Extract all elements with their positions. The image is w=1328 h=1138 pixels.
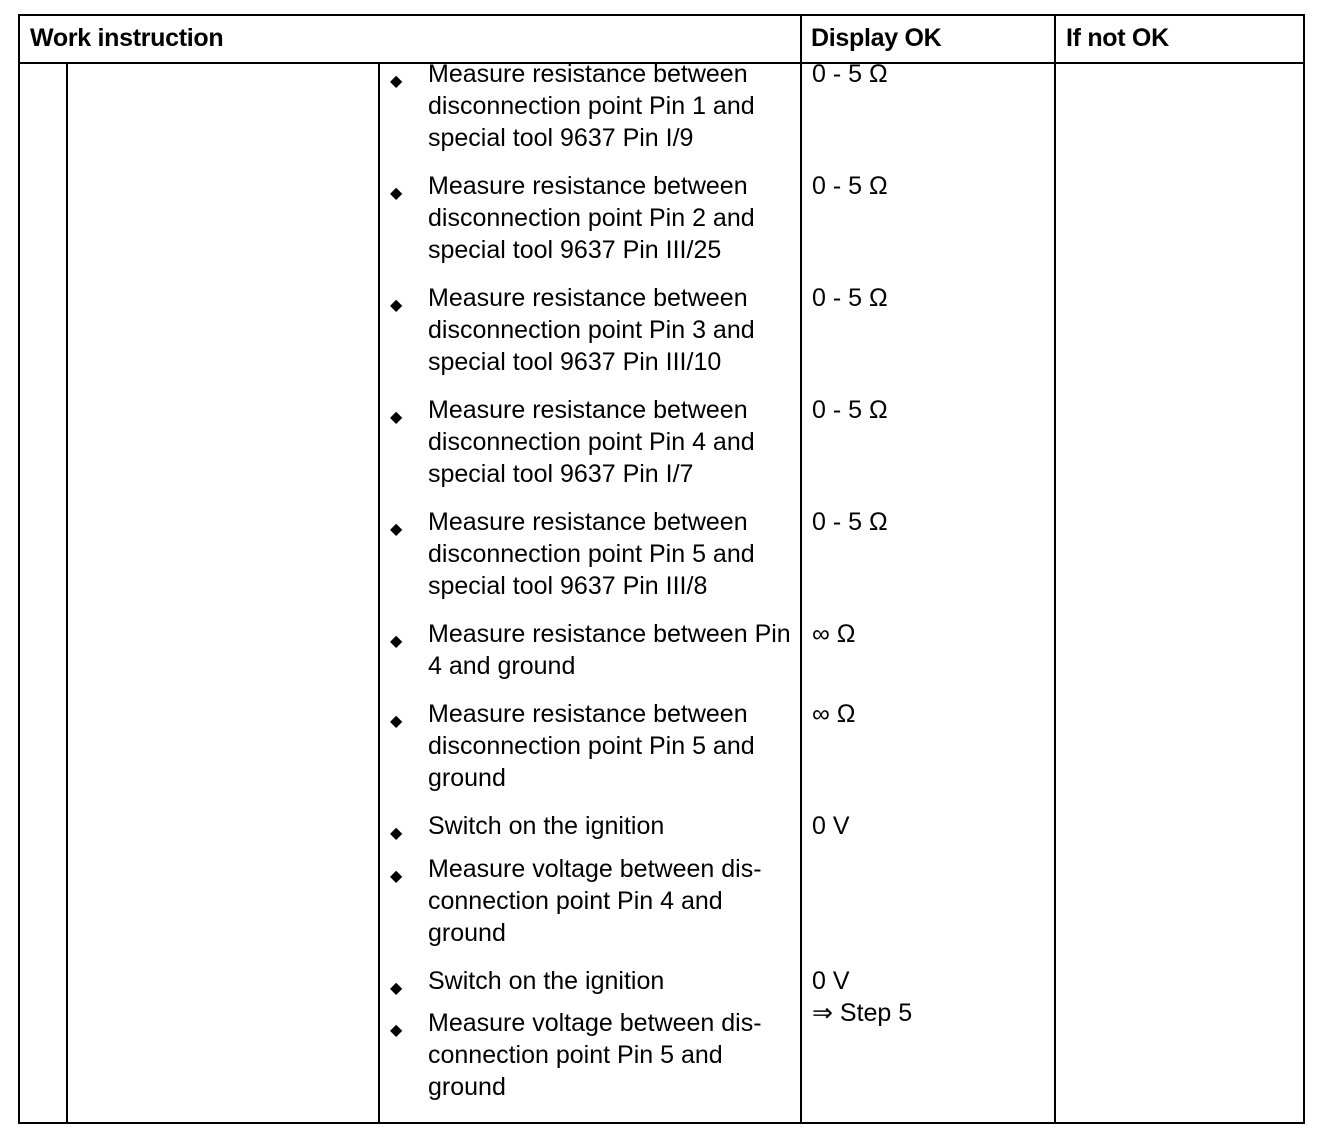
- instruction-text: [428, 618, 808, 682]
- display-line: 0 - 5 Ω: [812, 284, 888, 312]
- header-work-instruction: Work instruction: [30, 24, 224, 52]
- display-line: 0 V: [812, 812, 850, 840]
- instruction-text: [428, 170, 808, 266]
- diamond-bullet-icon: ◆: [390, 185, 403, 202]
- instruction-line: disconnection point Pin 3 and: [428, 316, 755, 344]
- instruction-line: 4 and ground: [428, 652, 576, 680]
- instruction-line: disconnection point Pin 1 and: [428, 92, 755, 120]
- instruction-line: Measure resistance between: [428, 172, 748, 200]
- display-value: [812, 170, 888, 202]
- instruction-line: ground: [428, 764, 506, 792]
- instruction-line: connection point Pin 4 and: [428, 887, 723, 915]
- instruction-text: [428, 506, 808, 602]
- display-value: [812, 282, 888, 314]
- diamond-bullet-icon: ◆: [390, 868, 403, 885]
- instruction-text: [428, 698, 808, 794]
- display-value: [812, 58, 888, 90]
- instruction-text: [428, 282, 808, 378]
- diamond-bullet-icon: ◆: [390, 825, 403, 842]
- instruction-line: special tool 9637 Pin I/9: [428, 124, 694, 152]
- instruction-text: [428, 1007, 808, 1103]
- instruction-line: Measure resistance between: [428, 284, 748, 312]
- instruction-table: [18, 14, 1305, 1124]
- display-line: 0 - 5 Ω: [812, 396, 888, 424]
- diamond-bullet-icon: ◆: [390, 713, 403, 730]
- instruction-text: [428, 853, 808, 949]
- diamond-bullet-icon: ◆: [390, 409, 403, 426]
- column-divider-2: [378, 62, 380, 1122]
- instruction-line: Measure resistance between: [428, 700, 748, 728]
- instruction-line: special tool 9637 Pin III/25: [428, 236, 722, 264]
- instruction-line: special tool 9637 Pin III/8: [428, 572, 708, 600]
- instruction-line: special tool 9637 Pin I/7: [428, 460, 694, 488]
- instruction-text: [428, 810, 808, 842]
- instruction-line: ground: [428, 919, 506, 947]
- instruction-text: [428, 58, 808, 154]
- diamond-bullet-icon: ◆: [390, 633, 403, 650]
- display-value: [812, 394, 888, 426]
- display-line: 0 V: [812, 967, 850, 995]
- display-line: ∞ Ω: [812, 620, 856, 648]
- header-display-ok: Display OK: [811, 24, 942, 52]
- instruction-line: Measure resistance between: [428, 396, 748, 424]
- instruction-line: Measure voltage between dis-: [428, 1009, 762, 1037]
- instruction-line: disconnection point Pin 5 and: [428, 540, 755, 568]
- diamond-bullet-icon: ◆: [390, 73, 403, 90]
- instruction-line: disconnection point Pin 5 and: [428, 732, 755, 760]
- diamond-bullet-icon: ◆: [390, 521, 403, 538]
- diamond-bullet-icon: ◆: [390, 1022, 403, 1039]
- instruction-line: special tool 9637 Pin III/10: [428, 348, 722, 376]
- diamond-bullet-icon: ◆: [390, 297, 403, 314]
- display-line: ∞ Ω: [812, 700, 856, 728]
- instruction-line: connection point Pin 5 and: [428, 1041, 723, 1069]
- instruction-line: Measure resistance between Pin: [428, 620, 791, 648]
- display-value: [812, 698, 855, 730]
- instruction-line: Measure resistance between: [428, 508, 748, 536]
- diamond-bullet-icon: ◆: [390, 980, 403, 997]
- instruction-line: disconnection point Pin 2 and: [428, 204, 755, 232]
- column-divider-4: [1054, 16, 1056, 1122]
- instruction-line: Switch on the ignition: [428, 812, 665, 840]
- display-value: [812, 618, 855, 650]
- instruction-text: [428, 394, 808, 490]
- instruction-line: Measure voltage between dis-: [428, 855, 762, 883]
- display-line: 0 - 5 Ω: [812, 60, 888, 88]
- display-line: ⇒ Step 5: [812, 999, 913, 1027]
- display-value: [812, 810, 850, 842]
- instruction-line: Switch on the ignition: [428, 967, 665, 995]
- header-if-not-ok: If not OK: [1066, 24, 1169, 52]
- display-line: 0 - 5 Ω: [812, 508, 888, 536]
- display-value: [812, 965, 912, 1029]
- display-value: [812, 506, 888, 538]
- instruction-line: ground: [428, 1073, 506, 1101]
- column-divider-1: [66, 62, 68, 1122]
- instruction-text: [428, 965, 808, 997]
- instruction-line: Measure resistance between: [428, 60, 748, 88]
- instruction-line: disconnection point Pin 4 and: [428, 428, 755, 456]
- display-line: 0 - 5 Ω: [812, 172, 888, 200]
